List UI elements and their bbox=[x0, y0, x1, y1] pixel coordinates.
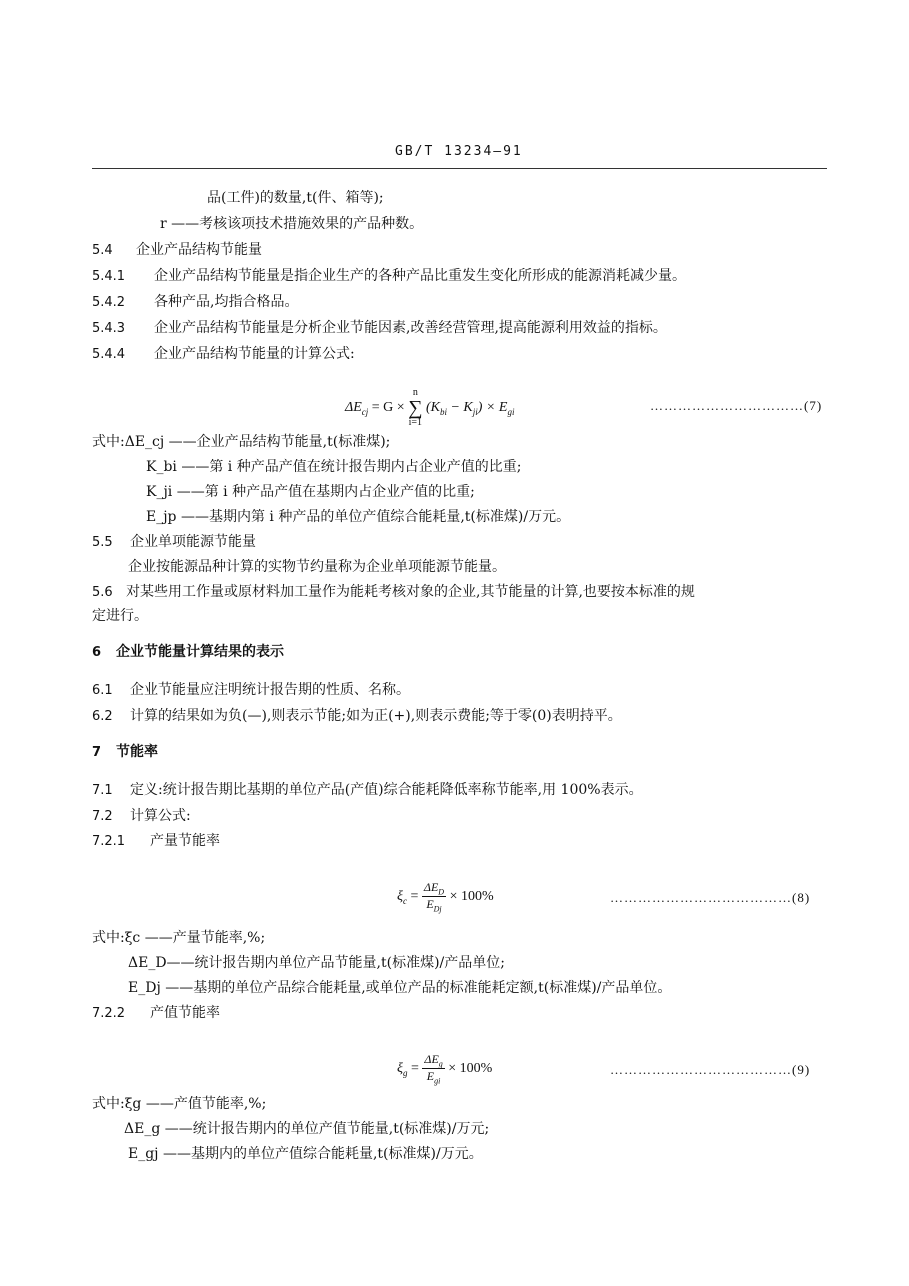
section-5-4-1: 5.4.1 企业产品结构节能量是指企业生产的各种产品比重发生变化所形成的能源消耗减少量。 bbox=[92, 268, 686, 284]
section-7-2-1: 7.2.1 产量节能率 bbox=[92, 833, 220, 849]
equation-number-8: …………………………………(8) bbox=[610, 890, 811, 905]
fraction: $\frac{\Delta E_g}{E_{gi}}$ bbox=[424, 1052, 443, 1086]
where-line: E_Dj ——基期的单位产品综合能耗量,或单位产品的标准能耗定额,t(标准煤)/产品单位。 bbox=[128, 980, 672, 996]
where-line: E_gj ——基期内的单位产值综合能耗量,t(标准煤)/万元。 bbox=[128, 1146, 483, 1162]
section-7-2-2: 7.2.2 产值节能率 bbox=[92, 1005, 220, 1021]
where-line: ΔE_g ——统计报告期内的单位产值节能量,t(标准煤)/万元; bbox=[124, 1121, 490, 1137]
section-6-2: 6.2 计算的结果如为负(—),则表示节能;如为正(+),则表示费能;等于零(0)表明持平。 bbox=[92, 708, 622, 724]
section-7-2: 7.2 计算公式: bbox=[92, 808, 191, 824]
equation-number-9: …………………………………(9) bbox=[610, 1062, 811, 1077]
text-line: 企业按能源品种计算的实物节约量称为企业单项能源节能量。 bbox=[128, 559, 506, 575]
section-7-1: 7.1 定义:统计报告期比基期的单位产品(产值)综合能耗降低率称节能率,用 100%表示。 bbox=[92, 782, 643, 798]
formula-8: $\xi_c$ = $\frac{\Delta E_D}{E_{Dj}}$ × 100% bbox=[397, 880, 494, 914]
formula-9: $\xi_g$ = $\frac{\Delta E_g}{E_{gi}}$ × 100% bbox=[397, 1052, 493, 1086]
fraction: $\frac{\Delta E_D}{E_{Dj}}$ bbox=[423, 880, 445, 914]
text-line: 定进行。 bbox=[92, 608, 148, 624]
formula-7: $\Delta E_{cj} = G \times n$ ∑ i=1 $(K_{bi} - K_{ji}) \times E_{gi}$ bbox=[345, 387, 515, 428]
section-5-4: 5.4 企业产品结构节能量 bbox=[92, 242, 262, 258]
section-5-6: 5.6 对某些用工作量或原材料加工量作为能耗考核对象的企业,其节能量的计算,也要按本标准的规 bbox=[92, 584, 695, 600]
where-line: E_jp ——基期内第 i 种产品的单位产值综合能耗量,t(标准煤)/万元。 bbox=[146, 509, 571, 525]
where-line: 式中:ξg ——产值节能率,%; bbox=[92, 1096, 267, 1112]
where-line: 式中:ΔE_cj ——企业产品结构节能量,t(标准煤); bbox=[92, 434, 391, 450]
section-5-4-2: 5.4.2 各种产品,均指合格品。 bbox=[92, 294, 299, 310]
section-5-5: 5.5 企业单项能源节能量 bbox=[92, 534, 256, 550]
section-5-4-4: 5.4.4 企业产品结构节能量的计算公式: bbox=[92, 346, 355, 362]
where-line: K_bi ——第 i 种产品产值在统计报告期内占企业产值的比重; bbox=[146, 459, 522, 475]
section-7-heading: 7 节能率 bbox=[92, 744, 158, 760]
section-6-heading: 6 企业节能量计算结果的表示 bbox=[92, 644, 284, 660]
text-line: r ——考核该项技术措施效果的产品种数。 bbox=[160, 216, 424, 232]
where-line: ΔE_D——统计报告期内单位产品节能量,t(标准煤)/产品单位; bbox=[128, 955, 505, 971]
equation-number-7: ……………………………(7) bbox=[650, 398, 823, 413]
header-rule bbox=[92, 168, 827, 169]
section-5-4-3: 5.4.3 企业产品结构节能量是分析企业节能因素,改善经营管理,提高能源利用效益的指标。 bbox=[92, 320, 667, 336]
where-line: K_ji ——第 i 种产品产值在基期内占企业产值的比重; bbox=[146, 484, 475, 500]
section-6-1: 6.1 企业节能量应注明统计报告期的性质、名称。 bbox=[92, 682, 410, 698]
summation-symbol: n ∑ i=1 bbox=[408, 387, 423, 428]
page-header-standard: GB/T 13234—91 bbox=[395, 144, 523, 159]
where-line: 式中:ξc ——产量节能率,%; bbox=[92, 930, 266, 946]
text-line: 品(工件)的数量,t(件、箱等); bbox=[207, 190, 384, 206]
